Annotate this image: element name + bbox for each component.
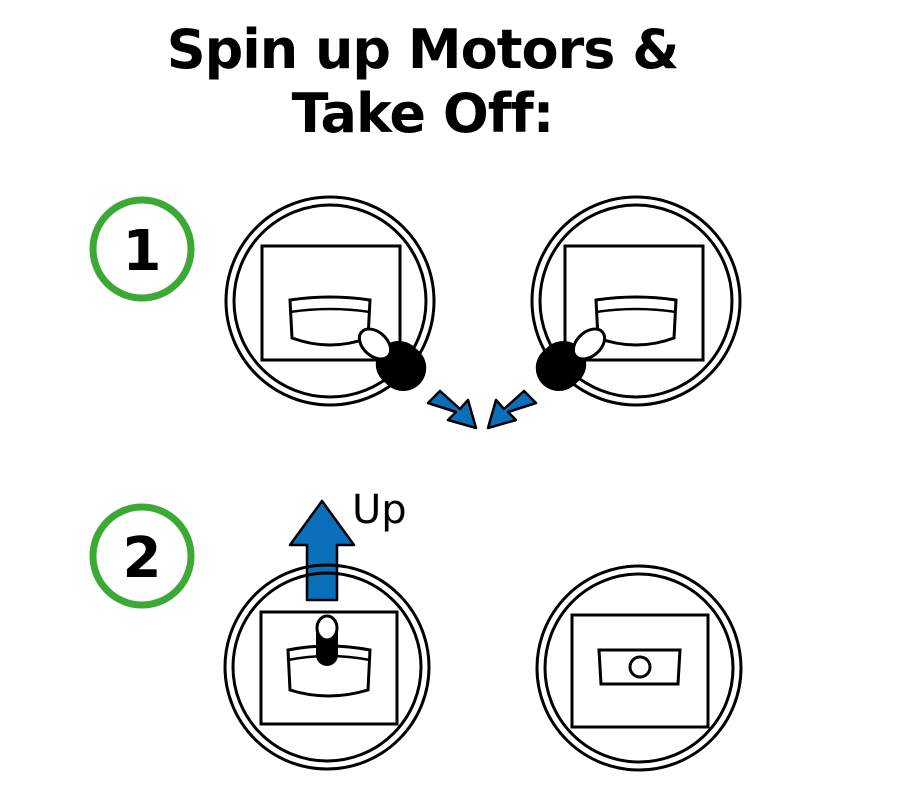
center-stick-gate — [572, 615, 708, 727]
step-1-badge — [93, 200, 191, 298]
step-2-badge — [93, 507, 191, 605]
center-stick-knob — [630, 657, 650, 677]
arrow-up-icon — [290, 501, 354, 600]
right-stick-cup — [596, 297, 676, 345]
step-1-number: 1 — [122, 219, 162, 284]
arrow-down-right-icon — [428, 391, 476, 428]
left-stick-cup-rim — [290, 309, 370, 312]
center-stick-slot — [599, 650, 680, 684]
joystick-down-left-icon — [526, 197, 740, 405]
throttle-stick-tip — [317, 616, 337, 640]
title-line-1: Spin up Motors & — [166, 18, 679, 81]
joystick-centered-icon — [537, 566, 741, 770]
arrow-down-left-icon — [488, 391, 536, 428]
right-stick-cup-rim — [596, 309, 676, 312]
step-2-number: 2 — [122, 526, 162, 591]
center-stick-outer-ring — [537, 566, 741, 770]
title-line-2: Take Off: — [291, 82, 554, 145]
up-label: Up — [352, 487, 407, 533]
joystick-down-right-icon — [226, 197, 436, 405]
